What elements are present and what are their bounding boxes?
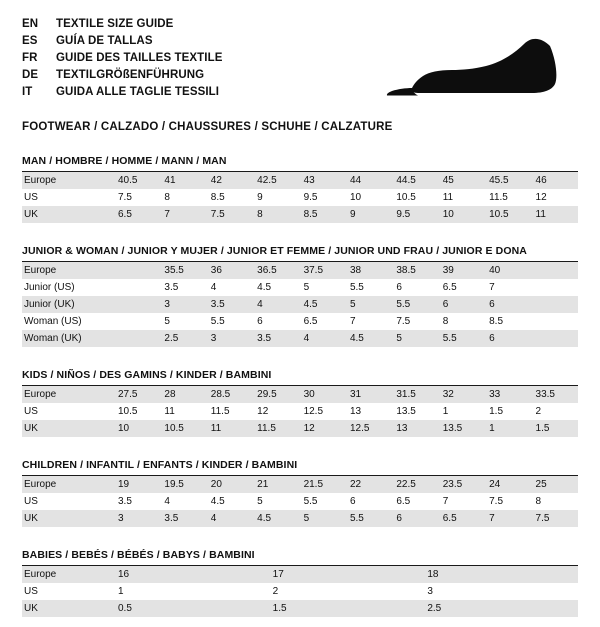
- cell: [114, 296, 160, 313]
- cell: 4.5: [300, 296, 346, 313]
- row-label: Junior (UK): [22, 296, 114, 313]
- cell: 8.5: [300, 206, 346, 223]
- footer-spacer: [22, 617, 578, 627]
- table-row: [22, 279, 578, 296]
- cell: 46: [532, 172, 578, 189]
- cell: 7.5: [485, 493, 531, 510]
- cell: 3: [423, 583, 578, 600]
- cell: 6: [485, 330, 531, 347]
- row-label: Woman (US): [22, 313, 114, 330]
- cell: 3: [114, 510, 160, 527]
- cell: 8: [160, 189, 206, 206]
- cell: 21.5: [300, 476, 346, 493]
- cell: [532, 330, 578, 347]
- cell: 35.5: [160, 262, 206, 279]
- cell: 4: [300, 330, 346, 347]
- cell: [532, 313, 578, 330]
- row-label: US: [22, 493, 114, 510]
- cell: 6.5: [114, 206, 160, 223]
- table-row: [22, 189, 578, 206]
- cell: 44.5: [392, 172, 438, 189]
- cell: 7.5: [207, 206, 253, 223]
- cell: 10.5: [114, 403, 160, 420]
- row-label: US: [22, 189, 114, 206]
- cell: 4.5: [346, 330, 392, 347]
- cell: 10: [439, 206, 485, 223]
- group-title: MAN / HOMBRE / HOMME / MANN / MAN: [22, 155, 578, 172]
- language-title: GUÍA DE TALLAS: [56, 35, 153, 47]
- cell: 4: [160, 493, 206, 510]
- row-label: Woman (UK): [22, 330, 114, 347]
- cell: 36.5: [253, 262, 299, 279]
- cell: 31.5: [392, 386, 438, 403]
- table-row: [22, 420, 578, 437]
- size-table-kids: [22, 386, 578, 437]
- cell: 24: [485, 476, 531, 493]
- group-title: BABIES / BEBÉS / BÉBÉS / BABYS / BAMBINI: [22, 549, 578, 566]
- cell: 33: [485, 386, 531, 403]
- group-junior-woman: [22, 245, 578, 347]
- cell: 42: [207, 172, 253, 189]
- cell: 45: [439, 172, 485, 189]
- cell: 9: [253, 189, 299, 206]
- cell: 40: [485, 262, 531, 279]
- cell: 6: [253, 313, 299, 330]
- cell: 2: [532, 403, 578, 420]
- cell: 38.5: [392, 262, 438, 279]
- cell: 40.5: [114, 172, 160, 189]
- cell: 43: [300, 172, 346, 189]
- cell: 6: [392, 510, 438, 527]
- cell: 5: [300, 510, 346, 527]
- group-title: KIDS / NIÑOS / DES GAMINS / KINDER / BAMBINI: [22, 369, 578, 386]
- cell: 1.5: [485, 403, 531, 420]
- cell: 30: [300, 386, 346, 403]
- size-table-babies: [22, 566, 578, 617]
- cell: 6: [392, 279, 438, 296]
- cell: 4: [207, 510, 253, 527]
- cell: 17: [269, 566, 424, 583]
- cell: 3.5: [253, 330, 299, 347]
- cell: 11.5: [207, 403, 253, 420]
- cell: [114, 313, 160, 330]
- cell: 27.5: [114, 386, 160, 403]
- language-row: [22, 16, 223, 32]
- cell: 25: [532, 476, 578, 493]
- language-title: TEXTILE SIZE GUIDE: [56, 18, 174, 30]
- cell: 8.5: [207, 189, 253, 206]
- size-table-man: [22, 172, 578, 223]
- language-title: GUIDA ALLE TAGLIE TESSILI: [56, 86, 220, 98]
- language-code: DE: [22, 69, 39, 81]
- cell: 39: [439, 262, 485, 279]
- cell: 45.5: [485, 172, 531, 189]
- cell: 32: [439, 386, 485, 403]
- cell: 6: [346, 493, 392, 510]
- cell: 5: [346, 296, 392, 313]
- cell: 41: [160, 172, 206, 189]
- table-row: [22, 583, 578, 600]
- cell: 6: [439, 296, 485, 313]
- cell: 13: [392, 420, 438, 437]
- cell: 11: [207, 420, 253, 437]
- cell: 28.5: [207, 386, 253, 403]
- cell: 6.5: [439, 279, 485, 296]
- cell: 6.5: [392, 493, 438, 510]
- table-row: [22, 600, 578, 617]
- cell: 19.5: [160, 476, 206, 493]
- language-code: IT: [22, 86, 33, 98]
- cell: 7.5: [392, 313, 438, 330]
- language-row: [22, 50, 223, 66]
- cell: 8.5: [485, 313, 531, 330]
- cell: 22.5: [392, 476, 438, 493]
- cell: 8: [532, 493, 578, 510]
- cell: 5.5: [346, 510, 392, 527]
- row-label: UK: [22, 420, 114, 437]
- cell: 22: [346, 476, 392, 493]
- language-list: [22, 16, 223, 100]
- cell: 37.5: [300, 262, 346, 279]
- cell: 36: [207, 262, 253, 279]
- cell: 8: [439, 313, 485, 330]
- cell: 7.5: [114, 189, 160, 206]
- cell: 19: [114, 476, 160, 493]
- cell: 3.5: [207, 296, 253, 313]
- cell: 11: [439, 189, 485, 206]
- cell: 11.5: [253, 420, 299, 437]
- language-code: FR: [22, 52, 38, 64]
- cell: 1: [439, 403, 485, 420]
- cell: 11: [160, 403, 206, 420]
- row-label: UK: [22, 206, 114, 223]
- language-code: EN: [22, 18, 39, 30]
- size-table-junior-woman: [22, 262, 578, 347]
- row-label: US: [22, 583, 114, 600]
- cell: [114, 279, 160, 296]
- cell: 7: [485, 279, 531, 296]
- cell: 5: [300, 279, 346, 296]
- cell: [532, 296, 578, 313]
- cell: [114, 330, 160, 347]
- cell: 1: [114, 583, 269, 600]
- language-code: ES: [22, 35, 38, 47]
- cell: 8: [253, 206, 299, 223]
- row-label: Europe: [22, 386, 114, 403]
- cell: 9: [346, 206, 392, 223]
- language-row: [22, 33, 223, 49]
- cell: 4.5: [253, 279, 299, 296]
- cell: 13.5: [392, 403, 438, 420]
- cell: [114, 262, 160, 279]
- cell: 44: [346, 172, 392, 189]
- row-label: Europe: [22, 172, 114, 189]
- cell: 4: [207, 279, 253, 296]
- cell: 1.5: [269, 600, 424, 617]
- table-row: [22, 403, 578, 420]
- row-label: UK: [22, 510, 114, 527]
- cell: 5.5: [207, 313, 253, 330]
- cell: 12.5: [346, 420, 392, 437]
- cell: 2: [269, 583, 424, 600]
- cell: 29.5: [253, 386, 299, 403]
- cell: 3.5: [160, 279, 206, 296]
- table-row: [22, 296, 578, 313]
- cell: 13: [346, 403, 392, 420]
- cell: 38: [346, 262, 392, 279]
- cell: 2.5: [160, 330, 206, 347]
- cell: 1: [485, 420, 531, 437]
- cell: 12.5: [300, 403, 346, 420]
- cell: 10: [346, 189, 392, 206]
- cell: 9.5: [392, 206, 438, 223]
- cell: 12: [300, 420, 346, 437]
- group-title: CHILDREN / INFANTIL / ENFANTS / KINDER / BAMBINI: [22, 459, 578, 476]
- cell: 33.5: [532, 386, 578, 403]
- cell: 1.5: [532, 420, 578, 437]
- cell: 13.5: [439, 420, 485, 437]
- cell: 12: [532, 189, 578, 206]
- cell: 6: [485, 296, 531, 313]
- table-row: [22, 386, 578, 403]
- cell: 9.5: [300, 189, 346, 206]
- dress-shoe-icon: [382, 28, 558, 103]
- language-row: [22, 84, 223, 100]
- group-babies: [22, 549, 578, 617]
- group-title: JUNIOR & WOMAN / JUNIOR Y MUJER / JUNIOR ET FEMME / JUNIOR UND FRAU / JUNIOR E DONA: [22, 245, 578, 262]
- cell: [532, 279, 578, 296]
- cell: 20: [207, 476, 253, 493]
- cell: 0.5: [114, 600, 269, 617]
- cell: [532, 262, 578, 279]
- cell: 7: [346, 313, 392, 330]
- group-children: [22, 459, 578, 527]
- cell: 23.5: [439, 476, 485, 493]
- table-row: [22, 493, 578, 510]
- cell: 18: [423, 566, 578, 583]
- row-label: UK: [22, 600, 114, 617]
- cell: 4: [253, 296, 299, 313]
- language-title: GUIDE DES TAILLES TEXTILE: [56, 52, 223, 64]
- cell: 5.5: [300, 493, 346, 510]
- row-label: Europe: [22, 262, 114, 279]
- cell: 10.5: [392, 189, 438, 206]
- cell: 6.5: [439, 510, 485, 527]
- table-row: [22, 206, 578, 223]
- cell: 11: [532, 206, 578, 223]
- table-row: [22, 172, 578, 189]
- cell: 28: [160, 386, 206, 403]
- cell: 7: [439, 493, 485, 510]
- cell: 16: [114, 566, 269, 583]
- row-label: Europe: [22, 476, 114, 493]
- cell: 5: [253, 493, 299, 510]
- group-kids: [22, 369, 578, 437]
- cell: 10: [114, 420, 160, 437]
- table-row: [22, 330, 578, 347]
- cell: 31: [346, 386, 392, 403]
- cell: 10.5: [160, 420, 206, 437]
- group-man: [22, 155, 578, 223]
- cell: 3: [160, 296, 206, 313]
- cell: 5: [160, 313, 206, 330]
- header: [22, 16, 578, 103]
- language-row: [22, 67, 223, 83]
- cell: 3.5: [114, 493, 160, 510]
- cell: 12: [253, 403, 299, 420]
- cell: 5: [392, 330, 438, 347]
- cell: 7.5: [532, 510, 578, 527]
- language-title: TEXTILGRÖßENFÜHRUNG: [56, 69, 205, 81]
- cell: 42.5: [253, 172, 299, 189]
- cell: 11.5: [485, 189, 531, 206]
- cell: 4.5: [207, 493, 253, 510]
- table-row: [22, 313, 578, 330]
- table-row: [22, 510, 578, 527]
- row-label: Europe: [22, 566, 114, 583]
- cell: 5.5: [439, 330, 485, 347]
- cell: 6.5: [300, 313, 346, 330]
- table-row: [22, 566, 578, 583]
- table-row: [22, 262, 578, 279]
- cell: 5.5: [346, 279, 392, 296]
- cell: 2.5: [423, 600, 578, 617]
- cell: 5.5: [392, 296, 438, 313]
- cell: 3.5: [160, 510, 206, 527]
- row-label: US: [22, 403, 114, 420]
- row-label: Junior (US): [22, 279, 114, 296]
- cell: 7: [485, 510, 531, 527]
- table-row: [22, 476, 578, 493]
- size-table-children: [22, 476, 578, 527]
- cell: 3: [207, 330, 253, 347]
- cell: 21: [253, 476, 299, 493]
- cell: 7: [160, 206, 206, 223]
- page-title: FOOTWEAR / CALZADO / CHAUSSURES / SCHUHE / CALZATURE: [22, 121, 393, 133]
- cell: 4.5: [253, 510, 299, 527]
- cell: 10.5: [485, 206, 531, 223]
